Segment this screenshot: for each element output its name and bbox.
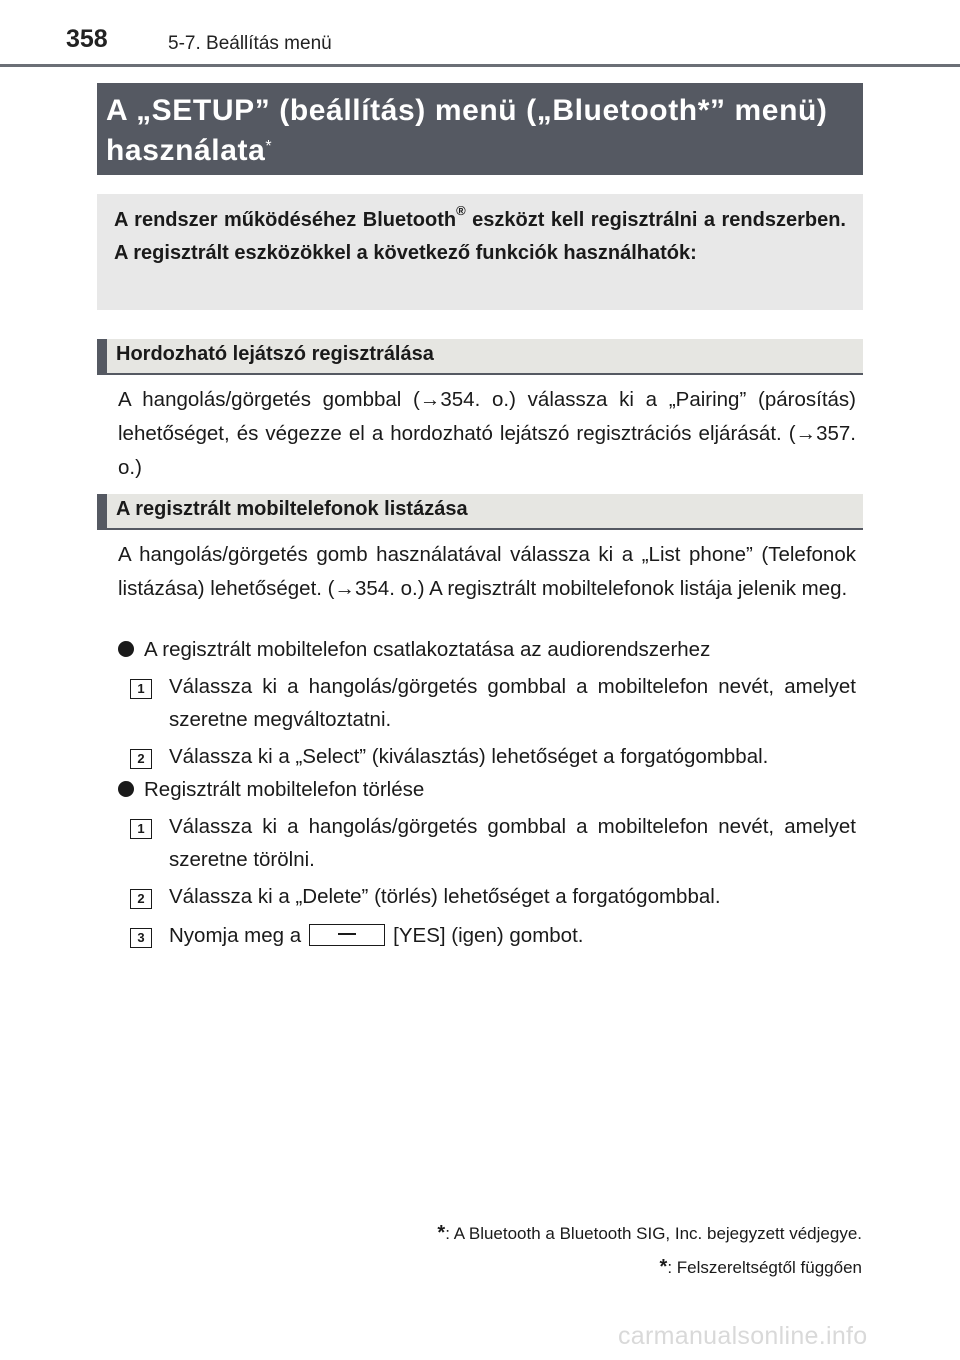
step-number-badge: 2 [130,749,152,769]
paragraph-portable-player: A hangolás/görgetés gombbal (→354. o.) válassza ki a „Pairing” (párosítás) lehetőséget, és végezze el a hordozható lejátszó regisztrációs eljárását. (→357. o.) [118,388,856,479]
section-title-text: A „SETUP” (beállítás) menü („Bluetooth*” menü) használata [106,94,828,167]
title-footnote-marker: * [265,138,273,155]
registered-mark: ® [456,203,466,219]
subsection-heading-portable-player: Hordozható lejátszó regisztrálása [97,339,863,375]
step-text-end: [YES] (igen) gombot. [393,924,584,947]
subsection-heading-phone-list: A regisztrált mobiltelefonok listázása [97,494,863,530]
footnote-text: : A Bluetooth a Bluetooth SIG, Inc. bejegyzett védjegye. [445,1224,862,1243]
step-number-badge: 2 [130,889,152,909]
intro-text-start: A rendszer működéséhez Bluetooth [114,209,457,231]
intro-box [97,194,863,310]
step-item [130,919,856,952]
step-text: Válassza ki a „Select” (kiválasztás) lehetőséget a forgatógombbal. [169,745,769,768]
watermark: carmanualsonline.info [618,1322,868,1350]
step-text: Válassza ki a hangolás/görgetés gombbal a mobiltelefon nevét, amelyet szeretne megváltoztatni. [169,675,856,731]
step-text: Válassza ki a hangolás/görgetés gombbal a mobiltelefon nevét, amelyet szeretne törölni. [169,815,856,871]
step-text-start: Nyomja meg a [169,924,302,947]
footnote-text: : Felszereltségtől függően [667,1258,862,1277]
footnote-trademark [437,1222,862,1245]
page-number: 358 [66,25,108,53]
bullet-label: Regisztrált mobiltelefon törlése [144,778,425,801]
step-item [130,670,856,736]
asterisk-icon: * [659,1256,668,1278]
bullet-delete-phone [118,773,424,807]
intro-text-end: eszközt kell regisztrálni a rendszerben. A regisztrált eszközökkel a következő funkciók használhatók: [114,209,846,264]
bullet-connect-phone [118,633,710,667]
step-number-badge: 3 [130,928,152,948]
step-item [130,880,856,913]
step-number-badge: 1 [130,679,152,699]
bullet-dot-icon [118,781,134,797]
step-text: Válassza ki a „Delete” (törlés) lehetőséget a forgatógombbal. [169,885,721,908]
footnote-equipment [660,1256,862,1279]
bullet-dot-icon [118,641,134,657]
step-text [169,919,856,952]
paragraph-phone-list: A hangolás/görgetés gomb használatával válassza ki a „List phone” (Telefonok listázása) lehetőséget. (→354. o.) A regisztrált mobiltelefonok listája jelenik meg. [118,543,856,600]
section-title [97,83,863,175]
asterisk-icon: * [437,1222,446,1244]
page-header [0,0,960,68]
bullet-label: A regisztrált mobiltelefon csatlakoztatása az audiorendszerhez [144,638,711,661]
header-divider [0,64,960,67]
yes-button-icon [309,924,385,946]
chapter-title: 5-7. Beállítás menü [168,33,332,54]
step-item [130,740,856,773]
step-number-badge: 1 [130,819,152,839]
step-item [130,810,856,876]
